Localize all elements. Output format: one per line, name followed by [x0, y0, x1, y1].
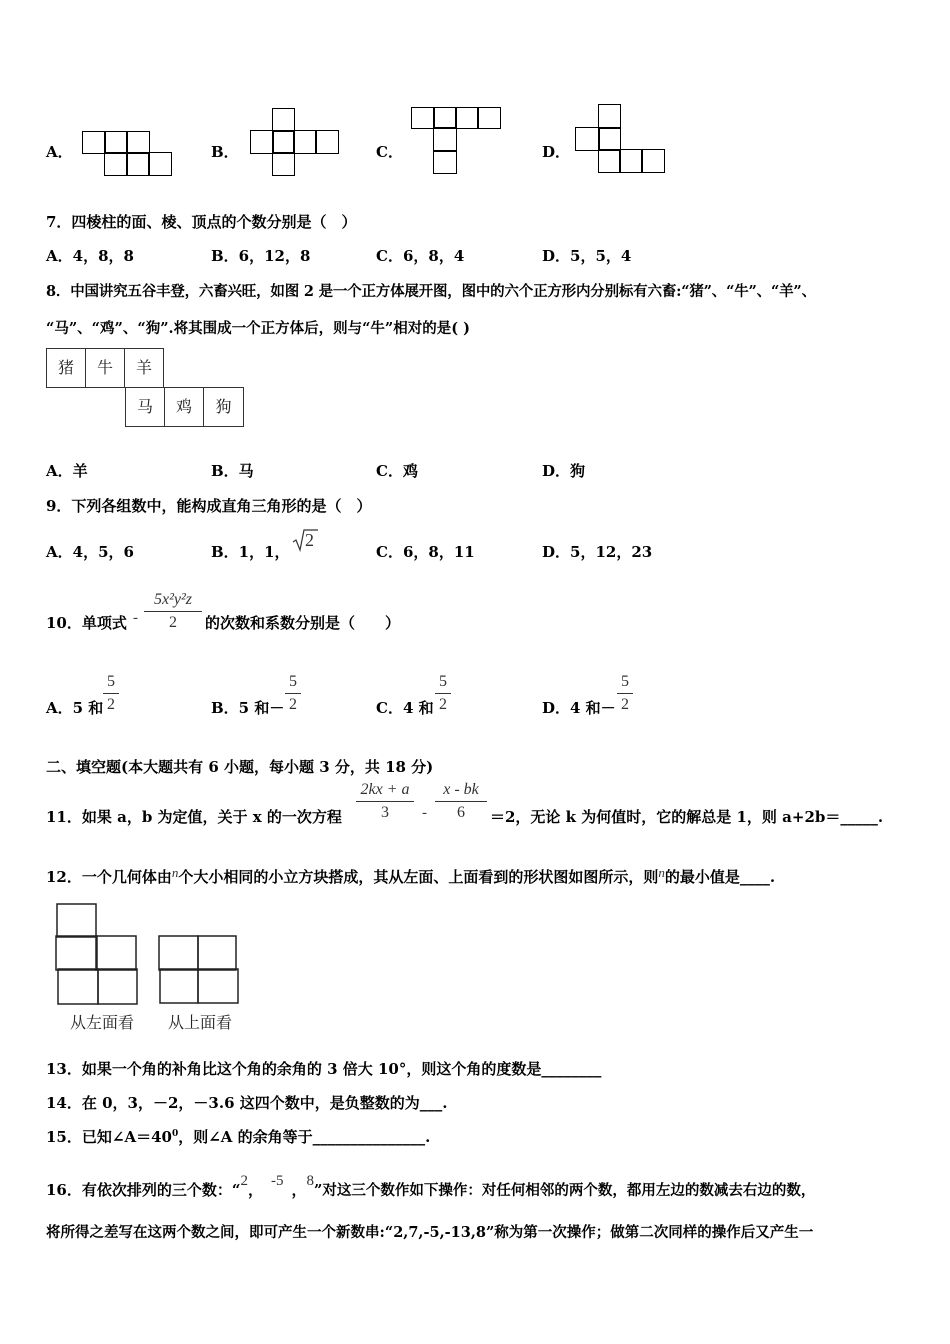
q10-option-c[interactable]: C．4 和	[376, 699, 434, 717]
q12-var-n-2: n	[658, 865, 665, 880]
q16-line2: 将所得之差写在这两个数之间，即可产生一个新数串:“2,7,-5,-13,8”称为第一次操作；做第二次同样的操作后又产生一	[46, 1224, 814, 1241]
q10-minus: -	[133, 610, 138, 626]
q9-option-b[interactable]: B．1，1，	[211, 543, 290, 561]
net-cell-pig: 猪	[46, 348, 86, 388]
q14-text: 14．在 0，3，－2，－3.6 这四个数中，是负整数的为___.	[46, 1094, 448, 1112]
q6-option-d[interactable]: D．	[542, 143, 571, 161]
q10-option-b-fraction: 5 2	[285, 672, 301, 715]
top-view-grid	[155, 933, 241, 1008]
q11-minus: -	[422, 805, 427, 821]
q8-option-c[interactable]: C．鸡	[376, 462, 418, 480]
q10-numerator: 5x²y²z	[153, 591, 193, 608]
q11-fraction-1: 2kx + a 3	[356, 780, 414, 823]
q10-option-c-fraction: 5 2	[435, 672, 451, 715]
net-cell-sheep: 羊	[124, 348, 164, 388]
q7-option-b[interactable]: B．6，12，8	[211, 247, 311, 265]
sqrt-radicand: 2	[305, 530, 314, 550]
net-cell-ox: 牛	[85, 348, 125, 388]
q11-prefix: 11．如果 a，b 为定值，关于 x 的一次方程	[46, 808, 342, 826]
q11-suffix: ＝2，无论 k 为何值时，它的解总是 1，则 a+2b＝_____.	[490, 808, 884, 826]
net-cell-horse: 马	[125, 387, 165, 427]
section-title: 二、填空题(本大题共有 6 小题，每小题 3 分，共 18 分)	[46, 758, 434, 776]
caption-left-view: 从左面看	[70, 1013, 135, 1032]
q8-option-a[interactable]: A．羊	[46, 462, 88, 480]
q15-text: 15．已知$\angle A=40^0$，则∠A 的余角等于_______________.	[46, 1128, 431, 1146]
caption-top-view: 从上面看	[168, 1013, 233, 1032]
q10-option-d[interactable]: D．4 和－	[542, 699, 616, 717]
q10-option-d-fraction: 5 2	[617, 672, 633, 715]
q7-option-c[interactable]: C．6，8，4	[376, 247, 465, 265]
q16-line1: 16．有依次排列的三个数：“2， -5 ，8”对这三个数作如下操作：对任何相邻的两个数，都用左边的数减去右边的数，	[46, 1173, 816, 1199]
q10-suffix: 的次数和系数分别是（ ）	[205, 614, 401, 632]
q16-num-1: 2	[240, 1173, 249, 1189]
q10-denominator: 2	[169, 614, 177, 631]
q8-option-b[interactable]: B．马	[211, 462, 254, 480]
q7-option-a[interactable]: A．4，8，8	[46, 247, 134, 265]
q16-num-3: 8	[306, 1173, 315, 1189]
q9-option-d[interactable]: D．5，12，23	[542, 543, 653, 561]
q8-stem-line1: 8．中国讲究五谷丰登，六畜兴旺，如图 2 是一个正方体展开图，图中的六个正方形内分别标有六畜:“猪”、“牛”、“羊”、	[46, 283, 816, 300]
q10-prefix: 10．单项式	[46, 614, 127, 632]
q6-option-c[interactable]: C．	[376, 143, 403, 161]
q9-option-c[interactable]: C．6，8，11	[376, 543, 475, 561]
q10-fraction	[144, 590, 202, 633]
q9-option-a[interactable]: A．4，5，6	[46, 543, 134, 561]
net-cell-chicken: 鸡	[164, 387, 204, 427]
q8-option-d[interactable]: D．狗	[542, 462, 586, 480]
q10-option-b[interactable]: B．5 和－	[211, 699, 285, 717]
q10-option-a[interactable]: A．5 和	[46, 699, 104, 717]
left-view-grid	[52, 900, 142, 1010]
q9-stem: 9．下列各组数中，能构成直角三角形的是（ ）	[46, 497, 372, 515]
q12-var-n: n	[171, 865, 179, 880]
q7-option-d[interactable]: D．5，5，4	[542, 247, 632, 265]
q8-stem-line2: “马”、“鸡”、“狗”.将其围成一个正方体后，则与“牛”相对的是( )	[46, 320, 471, 337]
q10-option-a-fraction: 5 2	[103, 672, 119, 715]
q7-stem: 7．四棱柱的面、棱、顶点的个数分别是（ ）	[46, 213, 357, 231]
q12-text: 12．一个几何体由n个大小相同的小立方块搭成，其从左面、上面看到的形状图如图所示，则n的最小值是____.	[46, 865, 776, 886]
q13-text: 13．如果一个角的补角比这个角的余角的 3 倍大 10°，则这个角的度数是________	[46, 1060, 602, 1078]
net-cell-dog: 狗	[203, 387, 244, 427]
q15-superscript: 0	[171, 1129, 179, 1139]
q11-fraction-2: x - bk 6	[435, 780, 487, 823]
q6-option-a[interactable]: A．	[46, 143, 73, 161]
q16-num-2: -5	[271, 1173, 284, 1189]
q6-option-b[interactable]: B．	[211, 143, 239, 161]
